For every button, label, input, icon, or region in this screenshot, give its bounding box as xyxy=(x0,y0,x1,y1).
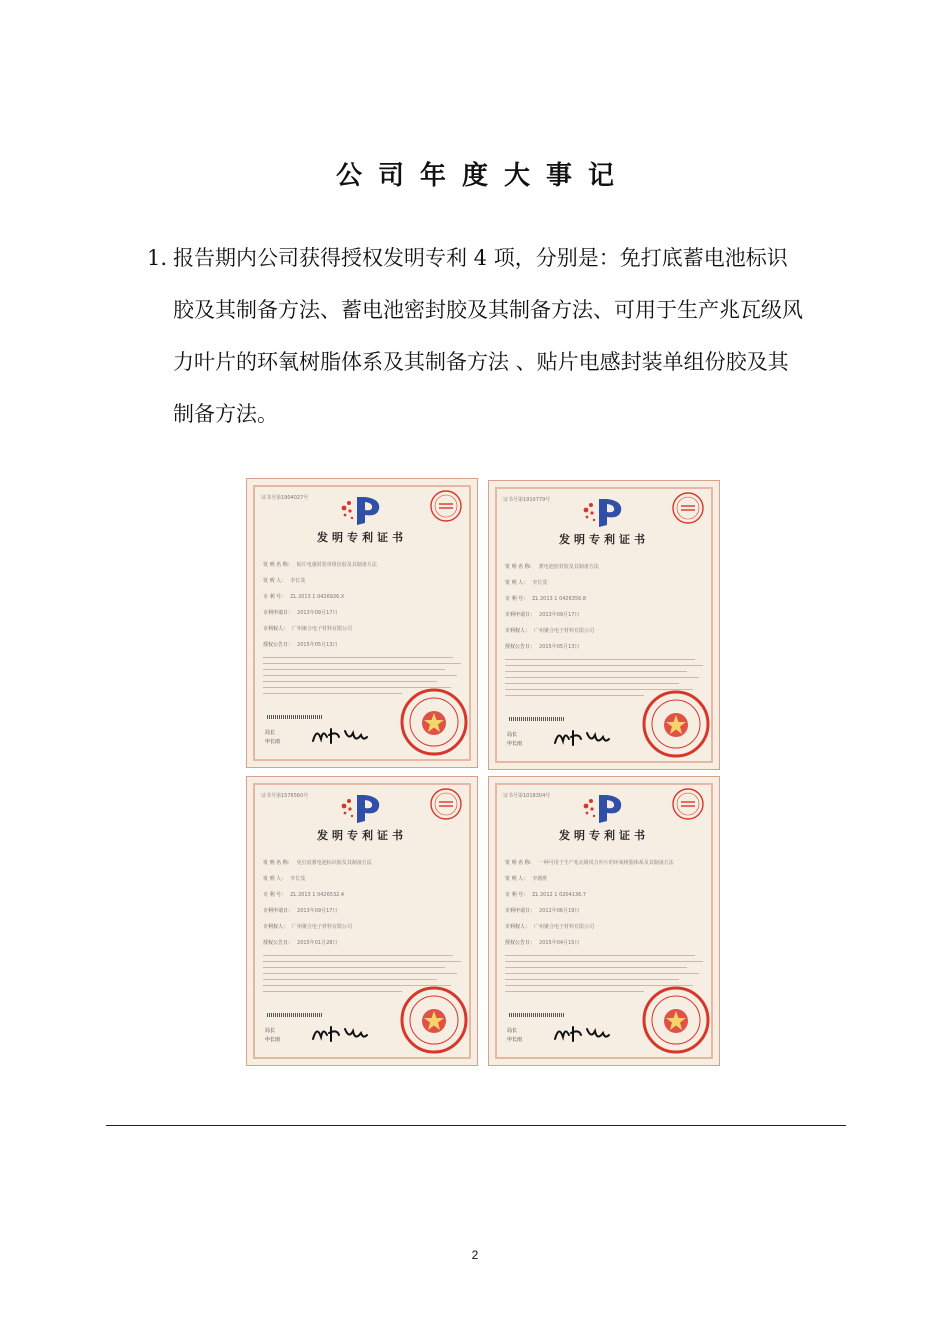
cert-chief: 局长 申长雨 xyxy=(265,1028,281,1043)
cert-field-invention: 发 明 名 称： 蓄电池密封胶及其制备方法 xyxy=(505,564,599,570)
cert-field-owner: 专利权人： 广州聚合电子材料有限公司 xyxy=(263,924,353,930)
cert-number: 证书号第1904027号 xyxy=(261,495,309,501)
cert-field-filing-date: 专利申请日： 2013年09月17日 xyxy=(505,612,580,618)
cert-number: 证书号第1910779号 xyxy=(503,497,551,503)
cert-heading: 发明专利证书 xyxy=(317,829,407,842)
cert-chief: 局长 申长雨 xyxy=(507,1028,523,1043)
cert-field-filing-date: 专利申请日： 2013年09月17日 xyxy=(263,908,338,914)
event-item-text: 报告期内公司获得授权发明专利 4 项，分别是：免打底蓄电池标识胶及其制备方法、蓄电池密封胶及其制备方法、可用于生产兆瓦级风力叶片的环氧树脂体系及其制备方法 、贴片电感封装单组份胶及其制备方法。 xyxy=(173,246,803,426)
cert-barcode xyxy=(267,715,323,719)
cert-barcode xyxy=(267,1013,323,1017)
event-item-number: 1. xyxy=(147,246,168,270)
cert-field-invention: 发 明 名 称： 一种可用于生产兆瓦级风力叶片的环氧树脂体系及其制备方法 xyxy=(505,860,674,866)
official-seal-icon xyxy=(641,689,711,759)
official-seal-icon xyxy=(399,687,469,757)
cert-barcode xyxy=(509,1013,565,1017)
cert-corner-stamp-icon xyxy=(429,787,463,821)
cert-fields xyxy=(263,855,461,951)
cert-fields xyxy=(505,559,703,655)
cert-field-patent-no: 专 利 号： ZL 2012 1 0204136.7 xyxy=(505,892,587,898)
cert-field-invention: 发 明 名 称： 贴片电感封装单组份胶及其制备方法 xyxy=(263,562,377,568)
cert-field-grant-date: 授权公告日： 2015年05月13日 xyxy=(505,644,580,650)
event-item xyxy=(147,232,807,440)
cert-corner-stamp-icon xyxy=(671,491,705,525)
cert-chief: 局长 申长雨 xyxy=(265,730,281,745)
patent-certificate xyxy=(488,776,720,1066)
cert-corner-stamp-icon xyxy=(429,489,463,523)
cert-fields xyxy=(263,557,461,653)
page-title: 公司年度大事记 xyxy=(335,161,630,191)
cert-field-patent-no: 专 利 号： ZL 2013 1 0426356.8 xyxy=(505,596,587,602)
signature-icon xyxy=(551,1021,611,1045)
patent-office-logo-icon xyxy=(335,791,387,827)
cert-field-grant-date: 授权公告日： 2015年04月15日 xyxy=(505,940,580,946)
cert-number: 证书号第1018304号 xyxy=(503,793,551,799)
cert-field-inventor: 发 明 人： 李长茂 xyxy=(263,876,306,882)
cert-barcode xyxy=(509,717,565,721)
official-seal-icon xyxy=(641,985,711,1055)
cert-field-filing-date: 专利申请日： 2013年09月17日 xyxy=(263,610,338,616)
cert-field-patent-no: 专 利 号： ZL 2013 1 0426532.4 xyxy=(263,892,345,898)
official-seal-icon xyxy=(399,985,469,1055)
cert-field-grant-date: 授权公告日： 2015年05月13日 xyxy=(263,642,338,648)
cert-field-owner: 专利权人： 广州聚合电子材料有限公司 xyxy=(505,628,595,634)
cert-heading: 发明专利证书 xyxy=(317,531,407,544)
cert-heading: 发明专利证书 xyxy=(559,533,649,546)
patent-certificate xyxy=(488,480,720,770)
page-number: 2 xyxy=(471,1248,479,1262)
cert-field-inventor: 发 明 人： 李长茂 xyxy=(263,578,306,584)
patent-office-logo-icon xyxy=(577,791,629,827)
cert-field-grant-date: 授权公告日： 2015年01月28日 xyxy=(263,940,338,946)
cert-field-inventor: 发 明 人： 李长茂 xyxy=(505,580,548,586)
cert-field-inventor: 发 明 人： 李德胜 xyxy=(505,876,548,882)
cert-field-owner: 专利权人： 广州聚合电子材料有限公司 xyxy=(505,924,595,930)
cert-field-invention: 发 明 名 称： 免打底蓄电池标识胶及其制备方法 xyxy=(263,860,372,866)
signature-icon xyxy=(309,723,369,747)
cert-field-filing-date: 专利申请日： 2012年06月19日 xyxy=(505,908,580,914)
cert-chief: 局长 申长雨 xyxy=(507,732,523,747)
cert-fields xyxy=(505,855,703,951)
cert-number: 证书号第1576560号 xyxy=(261,793,309,799)
footer-divider xyxy=(106,1125,846,1126)
patent-certificates-figure xyxy=(246,478,722,1068)
cert-field-owner: 专利权人： 广州聚合电子材料有限公司 xyxy=(263,626,353,632)
patent-certificate xyxy=(246,478,478,768)
cert-corner-stamp-icon xyxy=(671,787,705,821)
signature-icon xyxy=(309,1021,369,1045)
cert-field-patent-no: 专 利 号： ZL 2013 1 0426926.X xyxy=(263,594,345,600)
patent-certificate xyxy=(246,776,478,1066)
cert-heading: 发明专利证书 xyxy=(559,829,649,842)
patent-office-logo-icon xyxy=(335,493,387,529)
signature-icon xyxy=(551,725,611,749)
patent-office-logo-icon xyxy=(577,495,629,531)
